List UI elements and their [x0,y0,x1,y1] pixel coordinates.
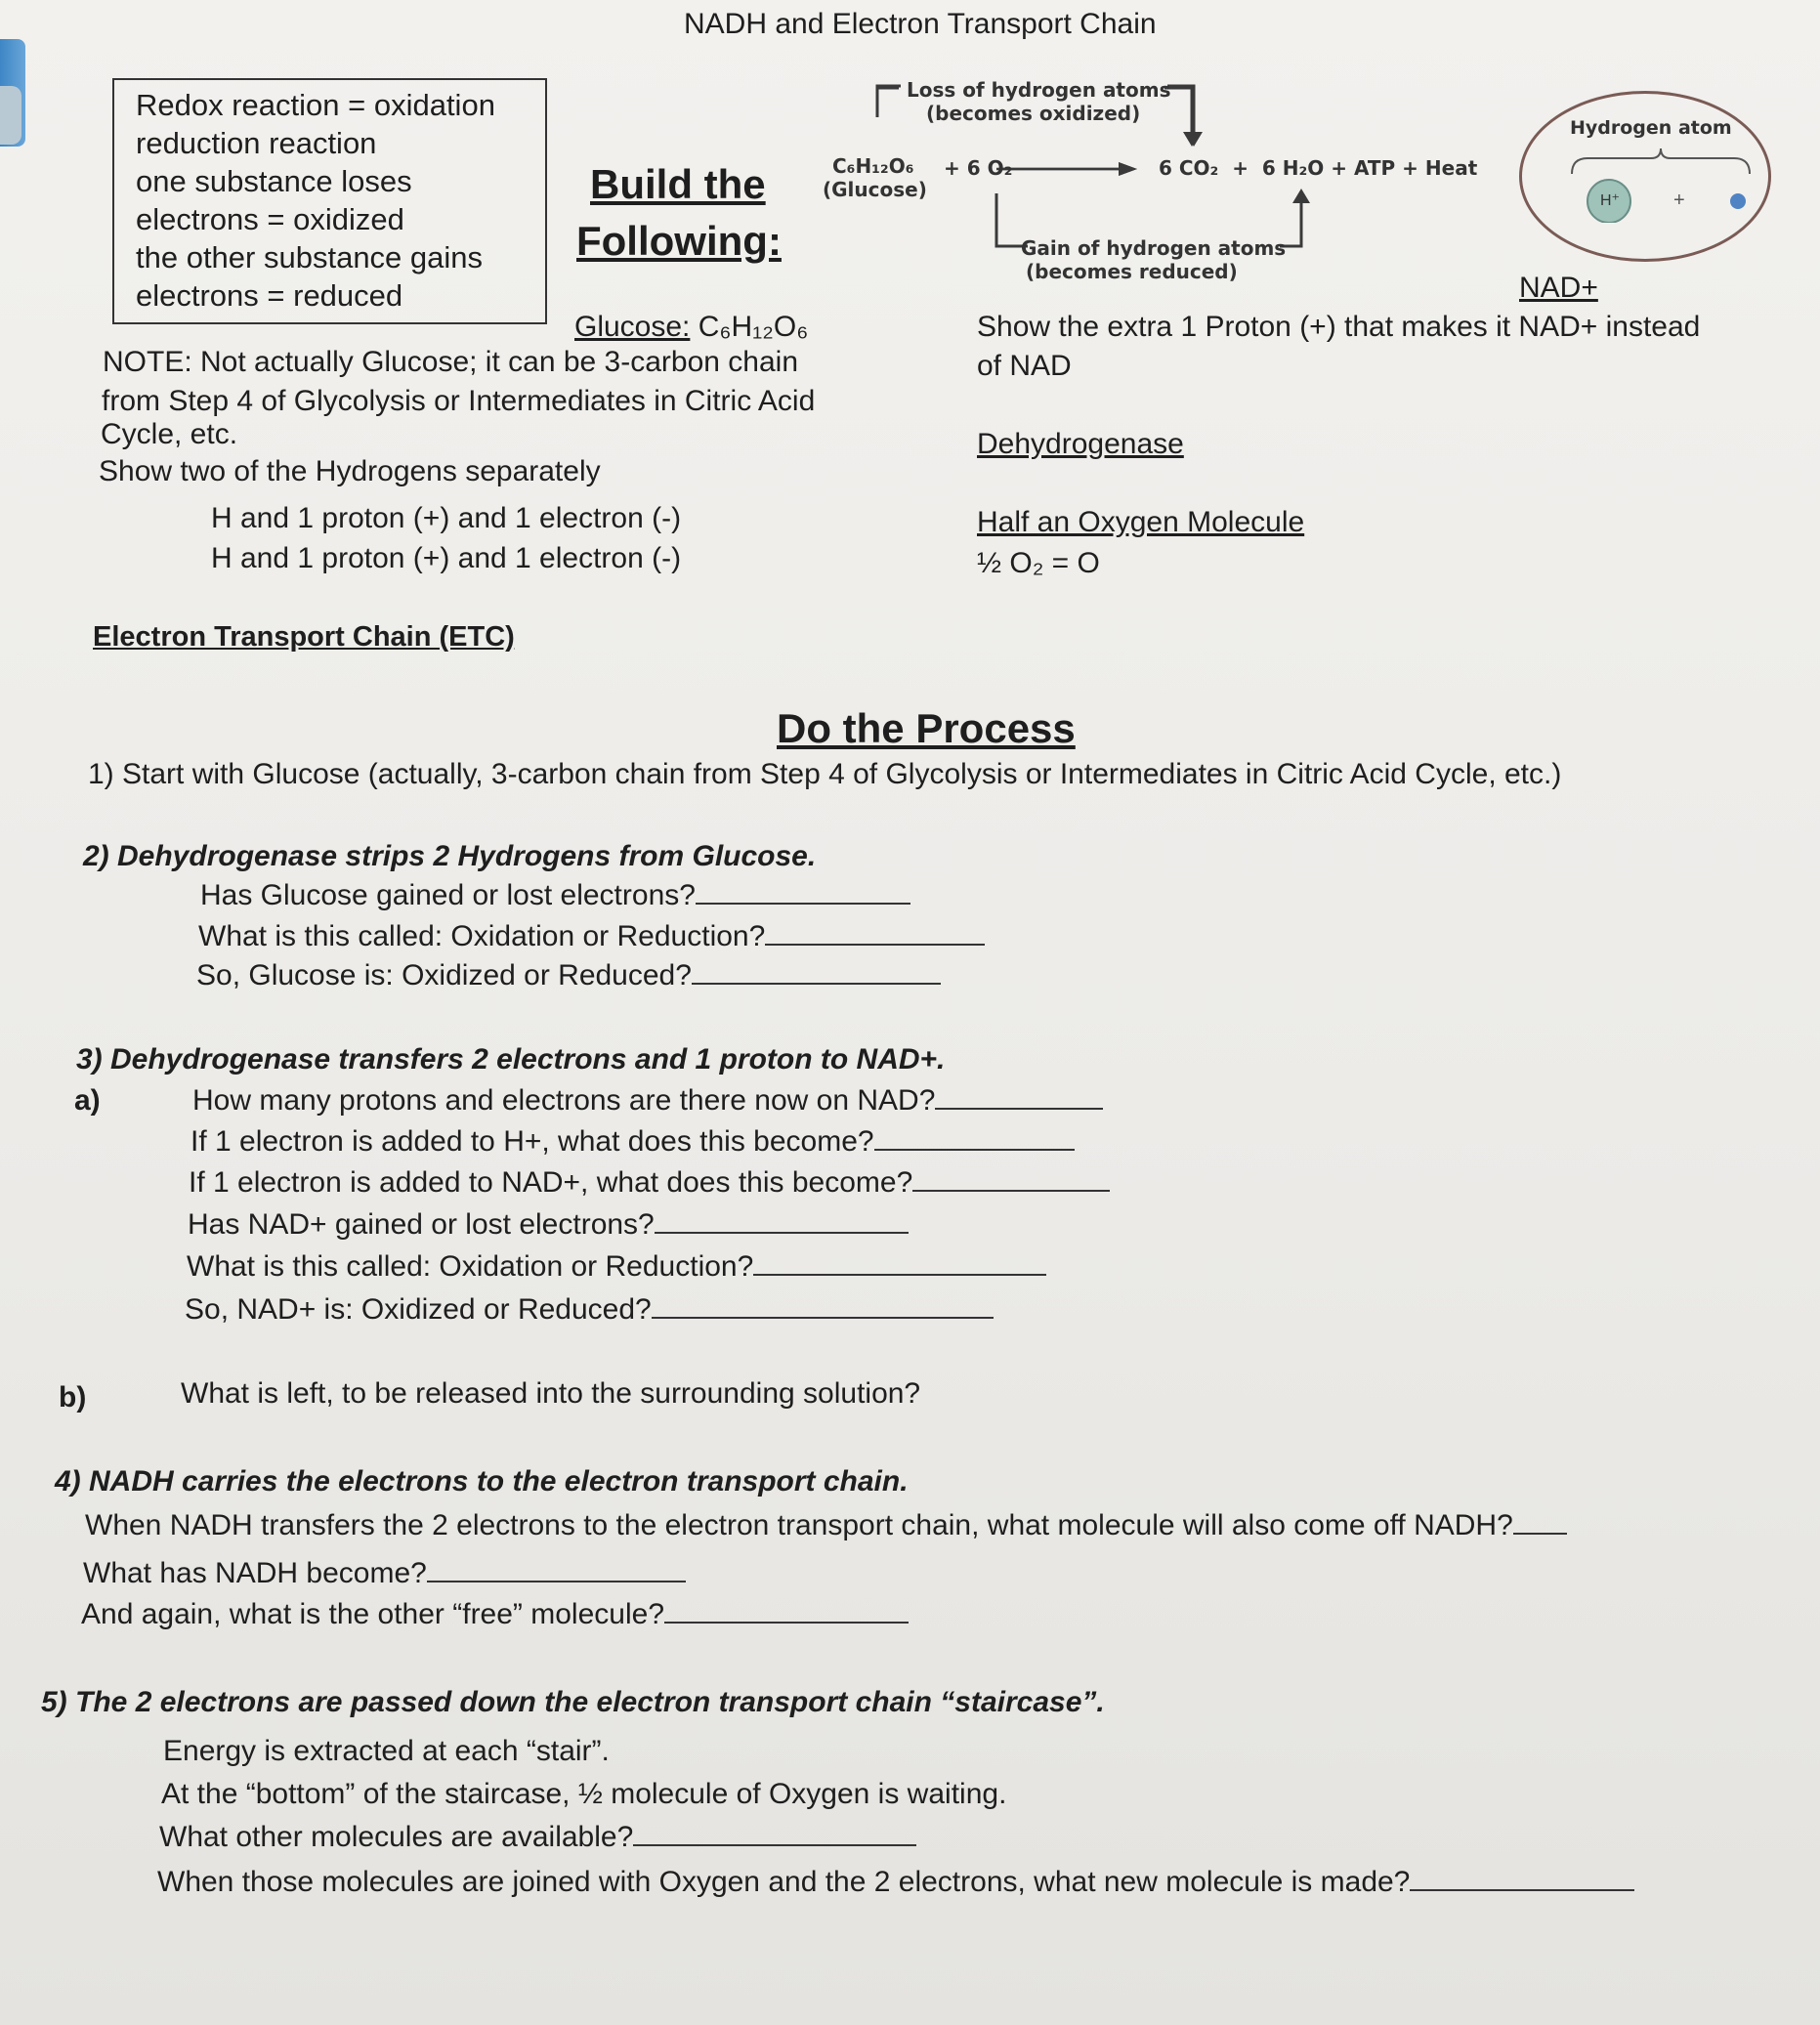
step-5-heading [41,1686,1105,1719]
redox-definition-box [112,78,547,324]
step-3a-question [189,1166,1110,1200]
question-text: If 1 electron is added to NAD+, what does this become? [189,1166,913,1199]
step-2-heading: 2) Dehydrogenase strips 2 Hydrogens from Glucose. [83,840,817,872]
glucose-formula-diagram: C₆H₁₂O₆ [832,154,914,178]
step-5-number: 5) [41,1686,67,1718]
equation-products: 6 CO₂ + 6 H₂O + ATP + Heat [1159,156,1478,180]
answer-blank[interactable] [633,1821,916,1846]
electron-dot [1730,193,1746,209]
hydrogen-atom-label: Hydrogen atom [1570,117,1732,139]
hydrogen-plus-sign: + [1673,190,1685,211]
redox-line: electrons = oxidized [136,202,404,236]
brace-path [1572,148,1750,174]
half-oxygen-heading: Half an Oxygen Molecule [977,506,1305,538]
question-text: What is this called: Oxidation or Reduction? [187,1250,754,1283]
answer-blank[interactable] [1410,1866,1634,1891]
nad-description: of NAD [977,350,1072,382]
loss-sublabel: (becomes oxidized) [926,102,1141,125]
question-text: What has NADH become? [83,1557,427,1589]
answer-blank[interactable] [874,1125,1075,1151]
step-3b-question: What is left, to be released into the surrounding solution? [181,1377,921,1410]
glucose-note-line: from Step 4 of Glycolysis or Intermediates in Citric Acid [102,385,816,417]
step-2-question [196,959,941,992]
build-heading-line1: Build the [590,161,766,207]
nad-plus-label: NAD+ [1519,272,1598,304]
step-5-question [157,1866,1634,1899]
etc-heading: Electron Transport Chain (ETC) [93,621,515,653]
answer-blank[interactable] [765,920,985,946]
reaction-arrow-tip [1119,162,1137,176]
loss-arrow [1167,86,1194,135]
step-5-question [159,1821,916,1854]
loss-bracket-line [877,86,901,112]
redox-line: reduction reaction [136,126,377,160]
question-text: If 1 electron is added to H+, what does this become? [190,1125,874,1158]
step-3a-question [187,1250,1046,1284]
step-5-line: Energy is extracted at each “stair”. [163,1735,610,1767]
step-3a-question [185,1293,994,1327]
binder-ring [0,86,21,145]
glucose-line [574,311,808,344]
step-3a-question [190,1125,1075,1159]
hydrogen-line: H and 1 proton (+) and 1 electron (-) [211,502,682,534]
step-4-question [83,1557,686,1590]
step-3a-question [188,1208,909,1242]
glucose-name-diagram: (Glucose) [823,178,927,201]
worksheet-title: NADH and Electron Transport Chain [684,8,1157,40]
step-3-heading: 3) Dehydrogenase transfers 2 electrons and 1 proton to NAD+. [76,1043,946,1076]
answer-blank[interactable] [935,1084,1103,1110]
redox-line: electrons = reduced [136,278,403,313]
step-5-heading-text: The 2 electrons are passed down the electron transport chain “staircase”. [75,1686,1105,1718]
question-text: When those molecules are joined with Oxygen and the 2 electrons, what new molecule is made? [157,1866,1411,1898]
redox-line: one substance loses [136,164,412,198]
question-text: And again, what is the other “free” molecule? [81,1598,664,1630]
answer-blank[interactable] [692,959,941,985]
question-text: Has Glucose gained or lost electrons? [200,879,696,911]
answer-blank[interactable] [655,1208,909,1234]
answer-blank[interactable] [912,1166,1110,1192]
step-2-question [200,879,910,912]
step-2-question [198,920,985,953]
glucose-note-line: NOTE: Not actually Glucose; it can be 3-carbon chain [103,346,799,378]
loss-arrow-head-shape [1185,132,1203,147]
redox-line: Redox reaction = oxidation [136,88,495,122]
answer-blank[interactable] [427,1557,686,1582]
answer-blank[interactable] [1513,1509,1567,1535]
gain-arrow-head [1292,189,1310,203]
dehydrogenase-heading: Dehydrogenase [977,428,1184,460]
half-oxygen-formula: ½ O₂ = O [977,547,1100,579]
step-4-heading: 4) NADH carries the electrons to the electron transport chain. [55,1465,909,1498]
oxygen-reactant: + 6 O₂ [944,156,1013,180]
hydrogen-brace [1568,145,1754,223]
nad-description: Show the extra 1 Proton (+) that makes it NAD+ instead [977,311,1701,343]
glucose-formula: C₆H₁₂O₆ [698,311,809,343]
gain-sublabel: (becomes reduced) [1026,260,1238,283]
redox-line: the other substance gains [136,240,484,274]
step-3a-label: a) [74,1084,101,1117]
question-text: So, Glucose is: Oxidized or Reduced? [196,959,692,991]
answer-blank[interactable] [664,1598,909,1624]
build-heading-line2: Following: [576,218,782,264]
question-text: What other molecules are available? [159,1821,634,1853]
glucose-note-line: Cycle, etc. [101,418,238,450]
glucose-label: Glucose: [574,311,691,343]
hydrogen-line: H and 1 proton (+) and 1 electron (-) [211,542,682,574]
question-text: When NADH transfers the 2 electrons to the electron transport chain, what molecule will also come off NADH? [85,1509,1513,1541]
question-text: How many protons and electrons are there now on NAD? [192,1084,936,1117]
step-3a-question [192,1084,1103,1118]
step-1: 1) Start with Glucose (actually, 3-carbon chain from Step 4 of Glycolysis or Intermediates in Citric Acid Cycle, etc.) [88,758,1562,790]
step-4-question [85,1509,1567,1542]
loss-label: Loss of hydrogen atoms [907,78,1171,102]
answer-blank[interactable] [696,879,910,905]
question-text: Has NAD+ gained or lost electrons? [188,1208,655,1241]
question-text: So, NAD+ is: Oxidized or Reduced? [185,1293,652,1326]
process-heading: Do the Process [777,705,1076,751]
proton-label: H⁺ [1600,192,1620,209]
answer-blank[interactable] [652,1293,994,1319]
show-hydrogens-instruction: Show two of the Hydrogens separately [99,455,601,487]
step-3b-label: b) [59,1381,87,1413]
step-4-question [81,1598,909,1631]
question-text: What is this called: Oxidation or Reduction? [198,920,766,952]
gain-label: Gain of hydrogen atoms [1021,236,1287,260]
step-5-line: At the “bottom” of the staircase, ½ molecule of Oxygen is waiting. [161,1778,1007,1810]
answer-blank[interactable] [753,1250,1046,1276]
